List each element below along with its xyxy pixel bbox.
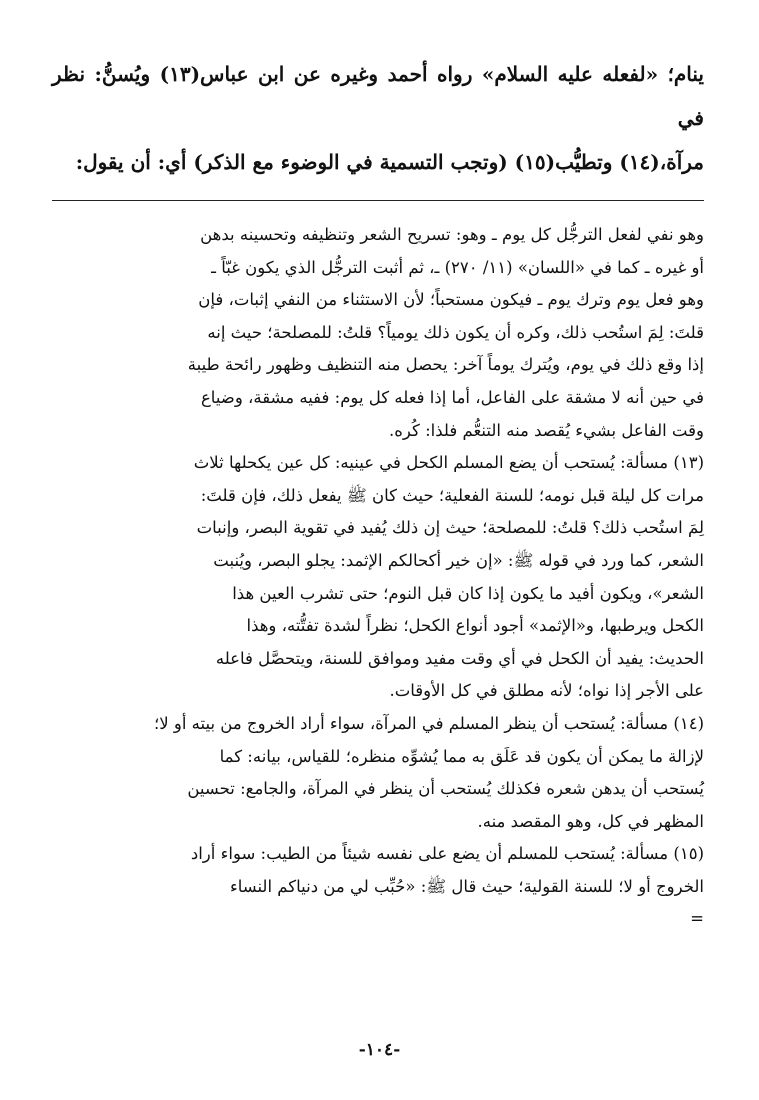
footnote-line: (١٤) مسألة: يُستحب أن ينظر المسلم في المرآة، سواء أراد الخروج من بيته أو لا؛ [153,713,704,733]
footnote-continuation-mark: = [690,909,704,929]
footnote-line: لإزالة ما يمكن أن يكون قد عَلَق به مما يُشوِّه منظره؛ للقياس، بيانه: كما [219,746,704,766]
main-text-line: ينام؛ «لفعله عليه السلام» رواه أحمد وغيره عن ابن عباس(١٣) ويُسنُّ: نظر في [52,62,704,130]
footnote-line: الشعر، كما ورد في قوله ﷺ: «إن خير أكحالكم الإثمد: يجلو البصر، ويُنبت [213,550,704,570]
footnote-line: وهو فعل يوم وترك يوم ـ فيكون مستحباً؛ لأن الاستثناء من النفي إثبات، فإن [198,290,704,310]
footnote-line: الخروج أو لا؛ للسنة القولية؛ حيث قال ﷺ: «حُبِّب لي من دنياكم النساء [229,876,704,896]
footnote-line: الكحل ويرطبها، و«الإثمد» أجود أنواع الكحل؛ نظراً لشدة تفتُّته، وهذا [246,616,704,636]
page-number: -١٠٤- [358,1040,401,1060]
footnote-divider [52,200,704,201]
footnote-line: لِمَ استُحب ذلك؟ قلتُ: للمصلحة؛ حيث إن ذلك يُفيد في تقوية البصر، وإنبات [196,518,704,538]
footnote-line: قلتَ: لِمَ استُحب ذلك، وكره أن يكون ذلك يومياً؟ قلتُ: للمصلحة؛ حيث إنه [207,322,704,342]
footnote-line: المظهر في كل، وهو المقصد منه. [477,811,704,831]
footnote-continuation [52,219,704,447]
footnotes [52,219,704,936]
main-text-line: مرآة،(١٤) وتطيُّب(١٥) (وتجب التسمية في الوضوء مع الذكر) أي: أن يقول: [75,150,704,174]
footnote-line: أو غيره ـ كما في «اللسان» (١١/ ٢٧٠) ـ، ثم أثبت الترجُّل الذي يكون غبّاً ـ [211,257,704,277]
page-body [52,52,704,1052]
footnote-line: على الأجر إذا نواه؛ لأنه مطلق في كل الأوقات. [389,681,704,701]
footnote-14 [52,708,704,838]
footnote-line: وقت الفاعل بشيء يُقصد منه التنعُّم فلذا: كُره. [388,420,704,440]
footnote-line: مرات كل ليلة قبل نومه؛ للسنة الفعلية؛ حيث كان ﷺ يفعل ذلك، فإن قلتَ: [200,485,704,505]
footnote-15 [52,838,704,936]
footnote-line: الشعر»، ويكون أفيد ما يكون إذا كان قبل النوم؛ حتى تشرب العين هذا [232,583,704,603]
footnote-line: الحديث: يفيد أن الكحل في أي وقت مفيد وموافق للسنة، ويتحصَّل فاعله [215,648,704,668]
footnote-line: وهو نفي لفعل الترجُّل كل يوم ـ وهو: تسريح الشعر وتنظيفه وتحسينه بدهن [200,225,704,244]
footnote-line: في حين أنه لا مشقة على الفاعل، أما إذا فعله كل يوم: ففيه مشقة، وضياع [200,387,704,407]
footnote-line: (١٣) مسألة: يُستحب أن يضع المسلم الكحل في عينيه: كل عين يكحلها ثلاث [193,453,704,473]
footnote-line: (١٥) مسألة: يُستحب للمسلم أن يضع على نفسه شيئاً من الطيب: سواء أراد [190,844,704,864]
footnote-line: إذا وقع ذلك في يوم، ويُترك يوماً آخر: يحصل منه التنظيف وظهور رائحة طيبة [187,355,704,375]
main-text [52,52,704,184]
footnote-line: يُستحب أن يدهن شعره فكذلك يُستحب أن ينظر في المرآة، والجامع: تحسين [187,779,704,799]
footnote-13 [52,447,704,708]
